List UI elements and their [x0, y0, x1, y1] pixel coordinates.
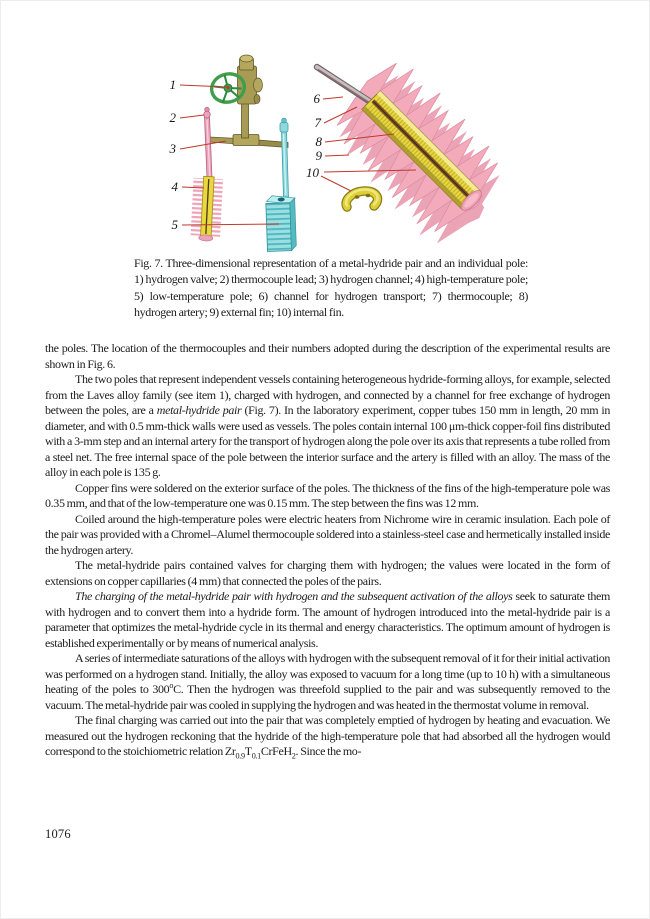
figure-label-8: 8 — [315, 134, 322, 149]
figure-label-4: 4 — [171, 179, 178, 194]
figure-label-2: 2 — [169, 110, 176, 125]
paragraph: The two poles that represent independent vessels containing heterogeneous hydride-forming alloys, for example, selected from the Laves alloy family (see item 1), charged with hydrogen, and connected by a channel for free exchange of hydrogen between the poles, are a metal-hydride pair (Fig. 7). In the laboratory experiment, copper tubes 150 mm in length, 20 mm in diameter, and with 0.5 mm-thick walls were used as vessels. The poles contain internal 100 μm-thick copper-foil fins distributed with a 3-mm step and an internal artery for the transport of hydrogen along the pole over its axis that represents a tube rolled from a steel net. The free internal space of the pole between the interior surface and the artery is filled with an alloy. The mass of the alloy in each pole is 135 g. — [45, 372, 610, 479]
figure-label-6: 6 — [313, 91, 320, 106]
figure-caption: Fig. 7. Three-dimensional representation of a metal-hydride pair and an individual pole: 1) hydrogen valve; 2) thermocouple lead; 3) hydrogen channel; 4) high-temperature pole; 5) low-temperature pole; 6) channel for hydrogen transport; 7) thermocouple; 8) hydrogen artery; 9) external fin; 10) internal fin. — [134, 256, 528, 319]
figure-label-10: 10 — [306, 165, 319, 180]
figure-label-9: 9 — [315, 148, 322, 163]
paragraph: The charging of the metal-hydride pair with hydrogen and the subsequent activation of the alloys seek to saturate them with hydrogen and to convert them into a hydride form. The amount of hydrogen introduced into the metal-hydride pair is a parameter that optimizes the metal-hydride cycle in its thermal and energy characteristics. The optimum amount of hydrogen is established experimentally or by means of numerical analysis. — [45, 589, 610, 650]
page-number: 1076 — [45, 827, 71, 841]
hydrogen-valve-illustration — [208, 55, 262, 138]
internal-fin-cross-section — [346, 189, 377, 207]
figure-label-1: 1 — [169, 77, 176, 92]
body-text — [45, 341, 610, 760]
figure-label-5: 5 — [171, 217, 178, 232]
figure-label-3: 3 — [169, 141, 176, 156]
paragraph: the poles. The location of the thermocouples and their numbers adopted during the description of the experimental results are shown in Fig. 6. — [45, 341, 610, 371]
paragraph: A series of intermediate saturations of the alloys with hydrogen with the subsequent removal of it for their initial activation was performed on a hydrogen stand. Initially, the alloy was exposed to vacuum for a long time (up to 10 h) with a simultaneous heating of the poles to 300$^o$C. Then the hydrogen was threefold supplied to the pair and was subsequently removed to the vacuum. The metal-hydride pair was cooled in supplying the hydrogen and was heated in the thermostat volume in removal. — [45, 651, 611, 712]
thermocouple-lead-tube — [204, 107, 212, 178]
paragraph: Coiled around the high-temperature poles were electric heaters from Nichrome wire in ceramic insulation. Each pole of the pair was provided with a Chromel–Alumel thermocouple soldered into a stainless-steel case and hermetically installed inside the hydrogen artery. — [45, 511, 610, 557]
paragraph: Copper fins were soldered on the exterior surface of the poles. The thickness of the fins of the high-temperature pole was 0.35 mm, and that of the low-temperature one was 0.15 mm. The step between the fins was 12 mm. — [45, 480, 610, 510]
pole-cross-section-illustration — [313, 51, 522, 252]
paragraph: The metal-hydride pairs contained valves for charging them with hydrogen; the values were located in the form of extensions on copper capillaries (4 mm) that connected the poles of the pairs. — [45, 558, 610, 588]
figure-7-illustration — [0, 0, 650, 252]
paragraph: The final charging was carried out into the pair that was completely emptied of hydrogen by heating and evacuation. We measured out the hydrogen reckoning that the hydride of the high-temperature pole that had absorbed all the hydrogen would correspond to the stoichiometric relation $Zr_{0.9}T_{0.1}CrFeH_2$. Since the mo- — [45, 713, 610, 761]
low-temperature-pole-illustration — [266, 118, 297, 251]
figure-label-7: 7 — [314, 115, 321, 130]
high-temperature-pole-illustration — [190, 176, 223, 242]
